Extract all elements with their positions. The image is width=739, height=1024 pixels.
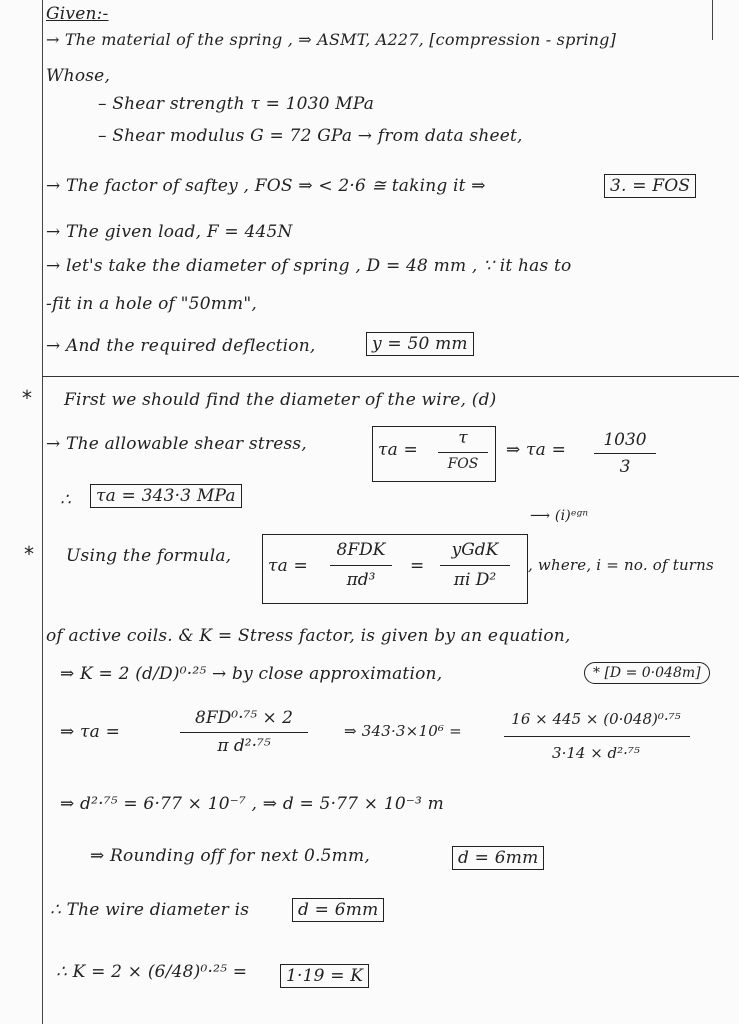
hole-fit-line: -fit in a hole of "50mm", [46,294,257,314]
equation-tag: ⟶ (i)ᵉᵍⁿ [530,508,589,524]
rounded-d-box: d = 6mm [452,846,544,870]
formula-num1: 8FDK [336,540,386,560]
whose-line: Whose, [46,66,111,86]
deflection-boxed-value: y = 50 mm [366,332,474,356]
k-result-box: 1·19 = K [280,964,369,988]
shear-modulus-line: – Shear modulus G = 72 GPa → from data sheet, [98,126,523,146]
ta-fraction-bar [438,452,488,453]
wire-diameter-box: d = 6mm [292,898,384,922]
step-bar2 [504,736,690,737]
active-coils-line: of active coils. & K = Stress factor, is given by an equation, [46,626,571,646]
shear-strength-line: – Shear strength τ = 1030 MPa [98,94,375,114]
diameter-note-oval: * [D = 0·048m] [584,662,710,684]
step-den2: 3·14 × d²·⁷⁵ [552,744,640,762]
ta-rhs-label: ⇒ τa = [506,440,567,460]
turns-definition: , where, i = no. of turns [528,556,714,574]
load-line: → The given load, F = 445N [46,222,293,242]
therefore-sign: ∴ [60,490,72,510]
wire-diameter-intro: First we should find the diameter of the wire, (d) [64,390,497,410]
rounding-line: ⇒ Rounding off for next 0.5mm, [90,846,370,866]
step-lhs: ⇒ τa = [60,722,121,742]
ta-numerator: τ [458,428,468,448]
formula-num2: yGdK [451,540,499,560]
ta-rhs-bar [594,453,656,454]
formula-den1: πd³ [346,570,376,590]
step-bar [180,732,308,733]
ta-rhs-numerator: 1030 [603,430,647,450]
spring-diameter-line: → let's take the diameter of spring , D = 48 mm , ∵ it has to [46,256,572,276]
left-margin-line [42,0,43,1024]
formula-bar2 [440,565,510,566]
star-bullet-2: * [24,542,34,566]
step-den: π d²·⁷⁵ [217,736,271,756]
ta-result-box: τa = 343·3 MPa [90,484,242,508]
formula-den2: πi D² [453,570,497,590]
k-calculation-line: ∴ K = 2 × (6/48)⁰·²⁵ = [56,962,248,982]
formula-bar1 [330,565,392,566]
material-line: → The material of the spring , ⇒ ASMT, A227, [compression - spring] [46,30,617,49]
star-bullet-1: * [22,386,32,410]
formula-lhs: τa = [268,556,308,576]
step-mid: ⇒ 343·3×10⁶ = [344,722,462,740]
wire-diameter-result-line: ∴ The wire diameter is [50,900,250,920]
step-num: 8FD⁰·⁷⁵ × 2 [195,708,293,728]
fos-line: → The factor of saftey , FOS ⇒ < 2·6 ≅ taking it ⇒ [46,176,486,196]
ta-lhs: τa = [378,440,418,460]
given-heading: Given:- [46,4,109,24]
deflection-line: → And the required deflection, [46,336,316,356]
ta-denominator: FOS [447,456,479,472]
ta-rhs-denominator: 3 [619,457,631,477]
allowable-stress-label: → The allowable shear stress, [46,434,307,454]
formula-intro: Using the formula, [66,546,232,566]
section-divider [42,376,739,377]
stress-factor-equation: ⇒ K = 2 (d/D)⁰·²⁵ → by close approximation, [60,664,443,684]
right-margin-line [712,0,713,40]
formula-equals: = [410,556,425,576]
d-power-line: ⇒ d²·⁷⁵ = 6·77 × 10⁻⁷ , ⇒ d = 5·77 × 10⁻³ m [60,794,444,814]
step-num2: 16 × 445 × (0·048)⁰·⁷⁵ [511,710,681,728]
fos-boxed-value: 3. = FOS [604,174,696,198]
